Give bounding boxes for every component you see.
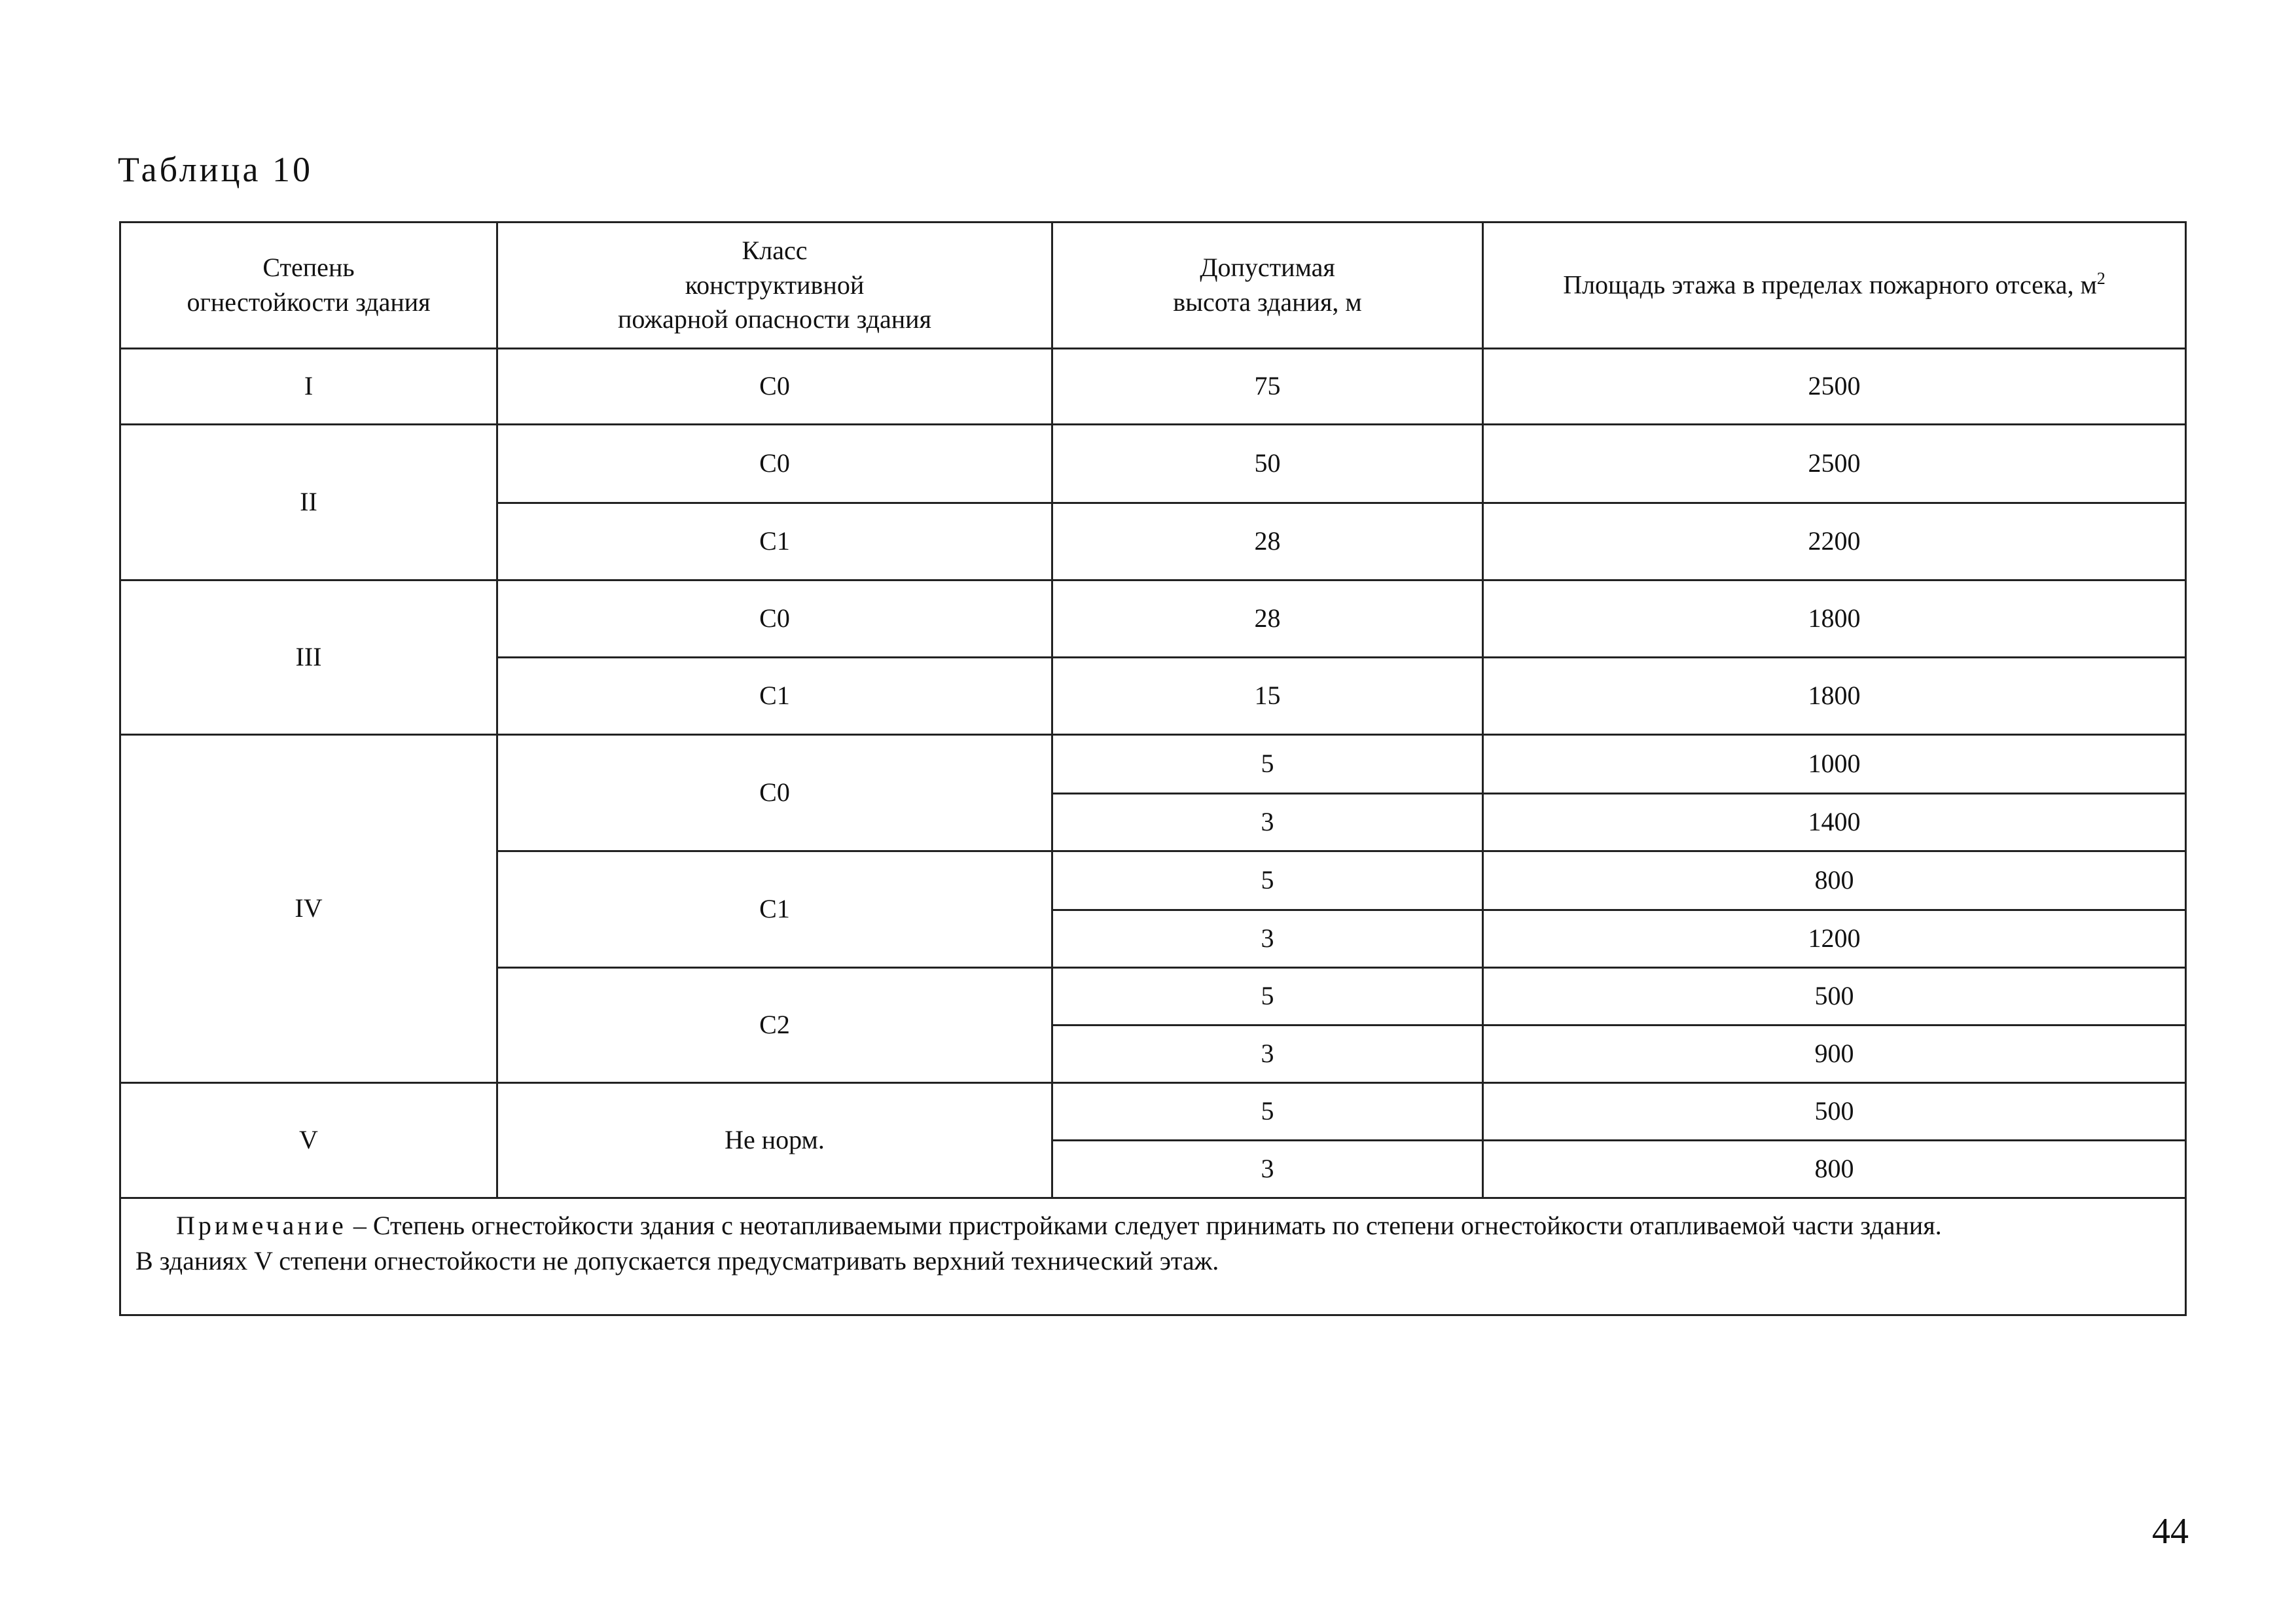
cell-area: 800 (1483, 1141, 2186, 1198)
cell-class: С0 (497, 425, 1052, 503)
cell-degree: V (120, 1083, 497, 1198)
cell-class: С2 (497, 968, 1052, 1083)
cell-height: 3 (1052, 910, 1483, 968)
table-row (120, 349, 2186, 425)
cell-class: Не норм. (497, 1083, 1052, 1198)
cell-degree: IV (120, 735, 497, 1083)
cell-height: 5 (1052, 735, 1483, 794)
cell-height: 5 (1052, 968, 1483, 1026)
table-row (120, 735, 2186, 794)
cell-height: 3 (1052, 1026, 1483, 1083)
cell-area: 1800 (1483, 580, 2186, 658)
cell-area: 1400 (1483, 794, 2186, 851)
cell-class: С0 (497, 349, 1052, 425)
cell-degree: II (120, 425, 497, 580)
table-caption: Таблица 10 (118, 150, 313, 189)
header-fire-resistance-degree: Степень огнестойкости здания (120, 223, 497, 349)
cell-area: 500 (1483, 1083, 2186, 1141)
cell-height: 75 (1052, 349, 1483, 425)
cell-height: 5 (1052, 1083, 1483, 1141)
table-note: Примечание – Степень огнестойкости здания с неотапливаемыми пристройками следует принимать по степени огнестойкости отапливаемой части здания. В зданиях V степени огнестойкости не допускается предусматривать верхний технический этаж. (120, 1198, 2186, 1315)
cell-area: 2500 (1483, 425, 2186, 503)
table-header-row (120, 223, 2186, 349)
fire-resistance-table (119, 221, 2187, 1316)
cell-area: 500 (1483, 968, 2186, 1026)
cell-area: 800 (1483, 851, 2186, 910)
cell-area: 2500 (1483, 349, 2186, 425)
cell-degree: III (120, 580, 497, 735)
cell-height: 3 (1052, 1141, 1483, 1198)
header-construction-class: Класс конструктивной пожарной опасности здания (497, 223, 1052, 349)
note-label: Примечание (176, 1211, 347, 1240)
cell-area: 1800 (1483, 658, 2186, 735)
cell-height: 5 (1052, 851, 1483, 910)
cell-class: С1 (497, 658, 1052, 735)
header-allowed-height: Допустимая высота здания, м (1052, 223, 1483, 349)
cell-class: С0 (497, 735, 1052, 851)
cell-area: 2200 (1483, 503, 2186, 580)
cell-area: 1000 (1483, 735, 2186, 794)
table-row (120, 1083, 2186, 1141)
cell-height: 3 (1052, 794, 1483, 851)
table-row (120, 580, 2186, 658)
cell-height: 15 (1052, 658, 1483, 735)
table-row (120, 425, 2186, 503)
cell-class: С1 (497, 851, 1052, 968)
note-text-1: Степень огнестойкости здания с неотапливаемыми пристройками следует принимать по степени огнестойкости отапливаемой части здания. (372, 1211, 1942, 1240)
cell-degree: I (120, 349, 497, 425)
page-number: 44 (2152, 1511, 2189, 1552)
note-text-2: В зданиях V степени огнестойкости не допускается предусматривать верхний технический этаж. (135, 1246, 1219, 1275)
cell-class: С0 (497, 580, 1052, 658)
cell-height: 50 (1052, 425, 1483, 503)
cell-height: 28 (1052, 580, 1483, 658)
cell-area: 900 (1483, 1026, 2186, 1083)
cell-height: 28 (1052, 503, 1483, 580)
table-note-row (120, 1198, 2186, 1315)
cell-area: 1200 (1483, 910, 2186, 968)
cell-class: С1 (497, 503, 1052, 580)
header-floor-area: Площадь этажа в пределах пожарного отсека, $м^2$ (1483, 223, 2186, 349)
